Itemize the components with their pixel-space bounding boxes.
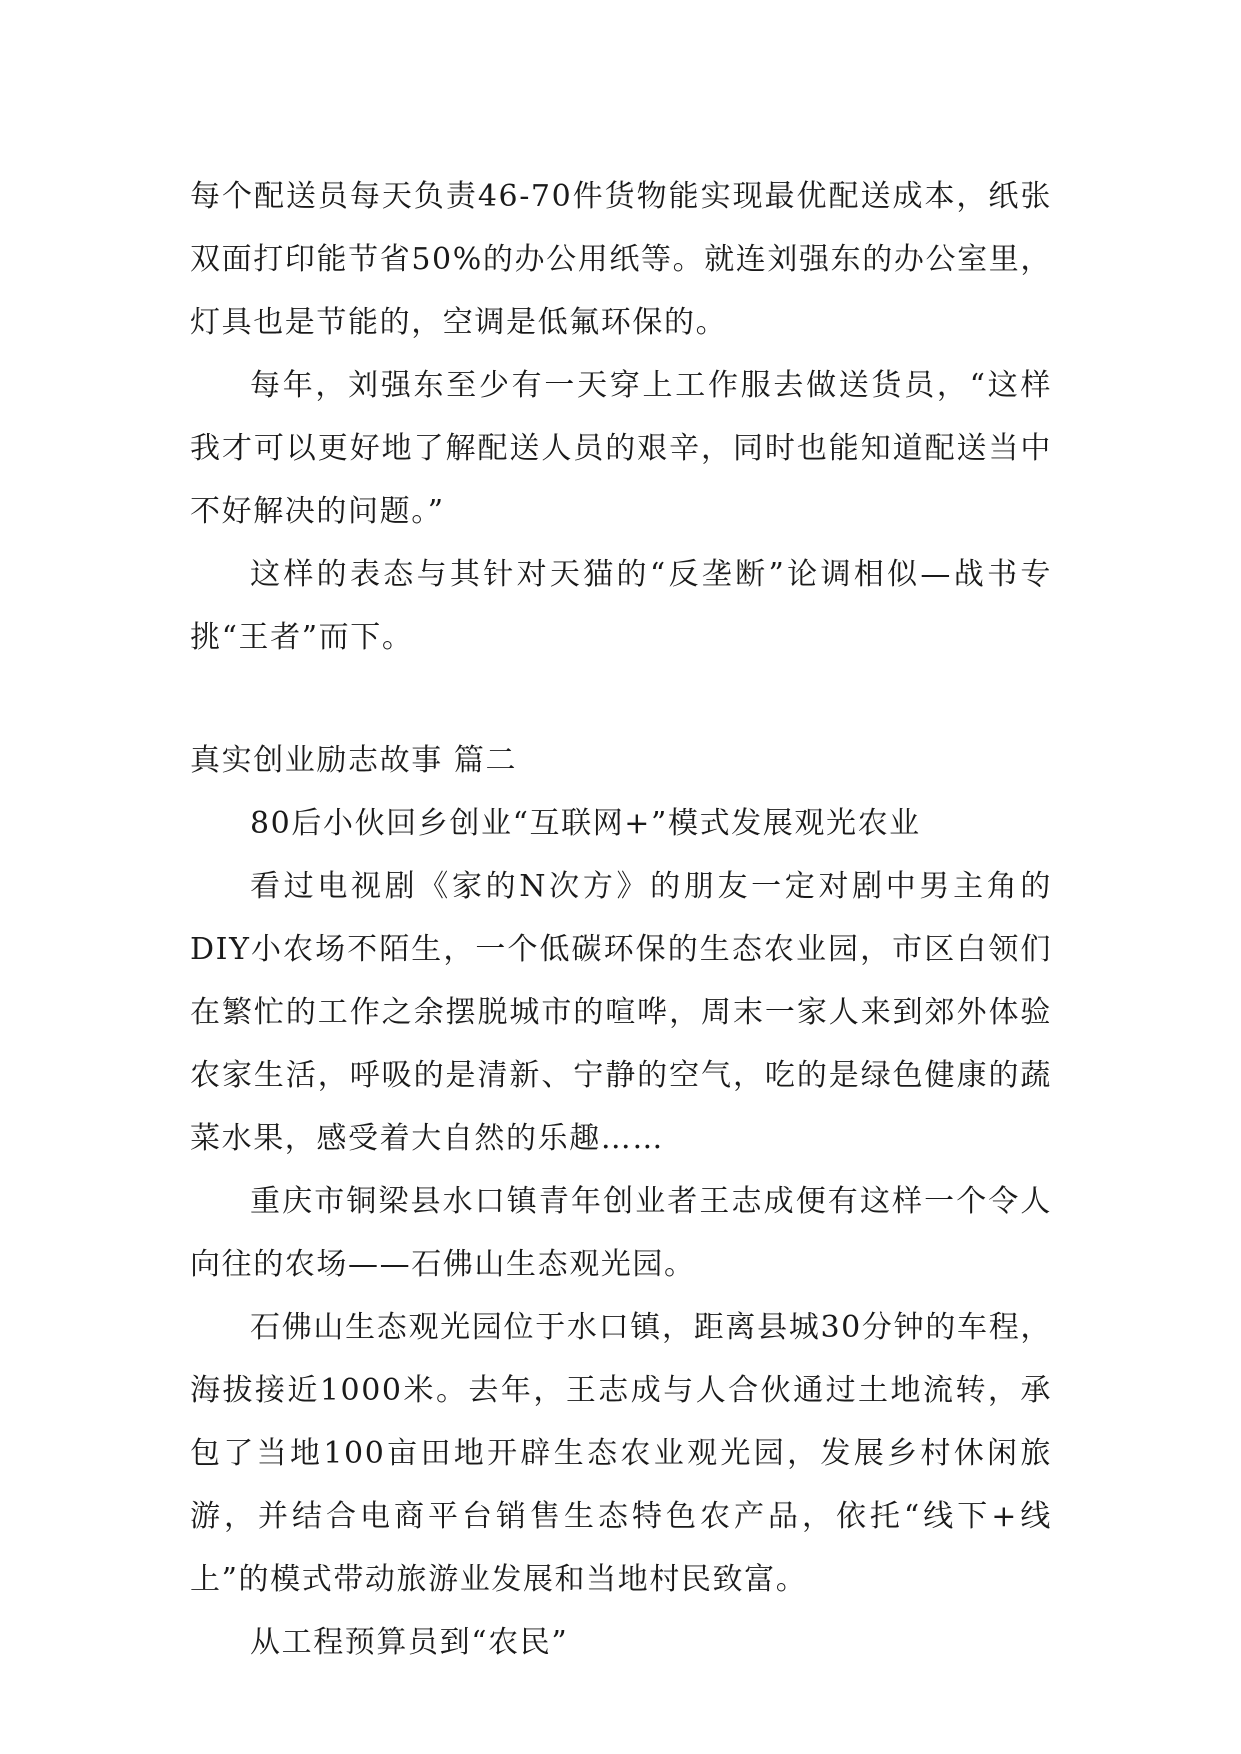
paragraph: 每个配送员每天负责46-70件货物能实现最优配送成本，纸张双面打印能节省50%的办公用纸等。就连刘强东的办公室里，灯具也是节能的，空调是低氟环保的。 (190, 179, 1052, 340)
paragraph: 重庆市铜梁县水口镇青年创业者王志成便有这样一个令人向往的农场——石佛山生态观光园。 (190, 1184, 1052, 1282)
paragraph: 每年，刘强东至少有一天穿上工作服去做送货员，“这样我才可以更好地了解配送人员的艰辛，同时也能知道配送当中不好解决的问题。” (190, 368, 1052, 529)
paragraph: 这样的表态与其针对天猫的“反垄断”论调相似—战书专挑“王者”而下。 (190, 557, 1052, 655)
paragraph: 石佛山生态观光园位于水口镇，距离县城30分钟的车程，海拔接近1000米。去年，王志成与人合伙通过土地流转，承包了当地100亩田地开辟生态农业观光园，发展乡村休闲旅游，并结合电商平台销售生态特色农产品，依托“线下+线上”的模式带动旅游业发展和当地村民致富。 (190, 1310, 1052, 1597)
paragraph: 80后小伙回乡创业“互联网+”模式发展观光农业 (250, 806, 921, 841)
document-body (190, 165, 1052, 1674)
paragraph: 看过电视剧《家的N次方》的朋友一定对剧中男主角的DIY小农场不陌生，一个低碳环保的生态农业园，市区白领们在繁忙的工作之余摆脱城市的喧哗，周末一家人来到郊外体验农家生活，呼吸的是清新、宁静的空气，吃的是绿色健康的蔬菜水果，感受着大自然的乐趣…… (190, 869, 1052, 1156)
section-heading: 真实创业励志故事 篇二 (190, 743, 518, 778)
paragraph: 从工程预算员到“农民” (250, 1625, 569, 1660)
section-spacer (190, 669, 1052, 729)
